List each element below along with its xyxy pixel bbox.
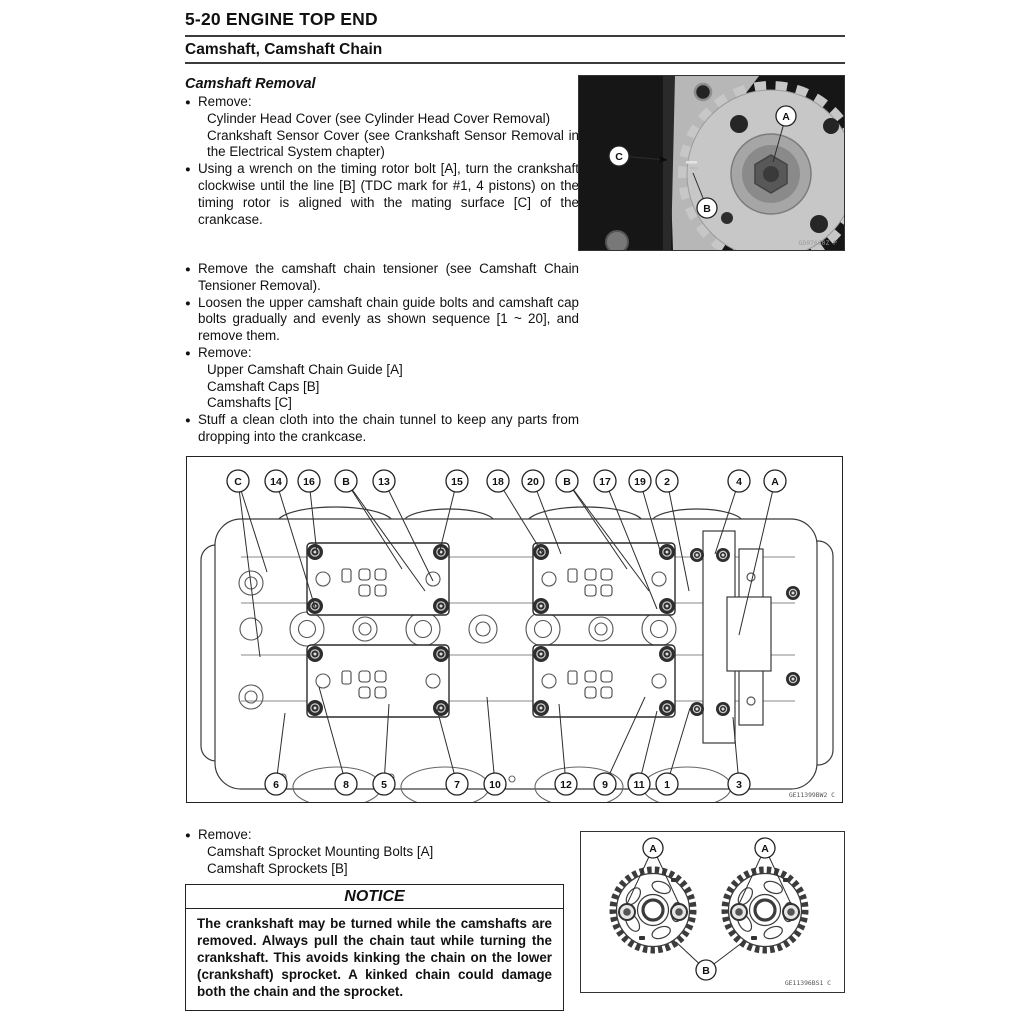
procedure-step xyxy=(185,261,579,295)
timing-rotor-photo-svg xyxy=(578,75,845,251)
svg-text:A: A xyxy=(761,842,769,855)
svg-text:A: A xyxy=(771,475,779,488)
svg-text:4: 4 xyxy=(736,475,742,488)
lower-bolt xyxy=(606,231,628,251)
svg-text:13: 13 xyxy=(378,475,390,488)
photo-figure-code: GD07660Z P xyxy=(798,239,837,247)
svg-text:1: 1 xyxy=(664,778,670,791)
svg-text:B: B xyxy=(702,964,710,977)
procedure-step-text: Camshaft Sprockets [B] xyxy=(207,860,348,876)
page-title: 5-20 ENGINE TOP END xyxy=(185,9,378,29)
notice-title: NOTICE xyxy=(186,885,563,909)
procedure-step-text: Remove: xyxy=(198,94,252,109)
cap-bolt-sequence-diagram xyxy=(186,456,843,803)
svg-text:18: 18 xyxy=(492,475,504,488)
diagram-figure-code: GE11399BW2 C xyxy=(788,791,835,799)
svg-text:C: C xyxy=(234,475,242,488)
svg-text:14: 14 xyxy=(270,475,282,488)
procedure-step xyxy=(185,379,579,396)
section-rule xyxy=(185,62,845,64)
svg-text:19: 19 xyxy=(634,475,646,488)
subsection-title: Camshaft Removal xyxy=(185,76,316,92)
svg-text:2: 2 xyxy=(664,475,670,488)
notice-body: The crankshaft may be turned while the camshafts are removed. Always pull the chain taut while turning the crankshaft. This avoids kinking the chain on the lower (crankshaft) sprocket. A kinked chain could damage both the chain and the sprocket. xyxy=(197,916,552,999)
procedure-step-text: Using a wrench on the timing rotor bolt [A], turn the crankshaft clockwise until the line [B] (TDC mark for #1, 4 pistons) on the timing rotor is aligned with the mating surface [C] of the crankcase. xyxy=(198,161,579,227)
svg-text:7: 7 xyxy=(454,778,460,791)
svg-text:15: 15 xyxy=(451,475,463,488)
procedure-step xyxy=(185,128,579,162)
procedure-step-text: Stuff a clean cloth into the chain tunnel to keep any parts from dropping into the crankcase. xyxy=(198,412,579,444)
svg-text:B: B xyxy=(563,475,571,488)
procedure-step-text: Remove: xyxy=(198,827,252,842)
sprocket xyxy=(725,870,805,950)
bullet-icon xyxy=(185,412,197,431)
procedure-step xyxy=(185,345,579,362)
procedure-step xyxy=(185,827,579,844)
procedure-step xyxy=(185,844,579,861)
procedure-step-text: Camshafts [C] xyxy=(207,395,292,411)
sprocket-diagram xyxy=(580,831,845,993)
sprocket xyxy=(613,870,693,950)
sprocket-figure-code: GE11396BS1 C xyxy=(784,979,831,987)
camshaft-sprockets xyxy=(613,870,805,950)
bullet-icon xyxy=(185,295,197,314)
cover-bolt-hole xyxy=(695,84,711,100)
procedure-step-text: Remove: xyxy=(198,344,252,360)
procedure-step xyxy=(185,412,579,446)
bullet-icon xyxy=(185,261,197,280)
cap-bolt-diagram-svg xyxy=(186,456,843,803)
svg-text:A: A xyxy=(649,842,657,855)
procedure-step xyxy=(185,362,579,379)
procedure-step-text: Camshaft Caps [B] xyxy=(207,378,320,394)
notice-box xyxy=(185,884,564,1011)
procedure-step-text: Camshaft Sprocket Mounting Bolts [A] xyxy=(207,843,434,859)
timing-rotor-photo xyxy=(578,75,845,251)
svg-text:16: 16 xyxy=(303,475,315,488)
procedure-step xyxy=(185,395,579,412)
sprocket-diagram-svg xyxy=(580,831,845,993)
procedure-step-text: Crankshaft Sensor Cover (see Crankshaft Sensor Removal in the Electrical System chapter) xyxy=(207,127,579,160)
svg-text:17: 17 xyxy=(599,475,611,488)
svg-text:B: B xyxy=(342,475,350,488)
procedure-step-text: Upper Camshaft Chain Guide [A] xyxy=(207,361,403,377)
procedure-step-text: Remove the camshaft chain tensioner (see Camshaft Chain Tensioner Removal). xyxy=(198,261,579,293)
svg-text:20: 20 xyxy=(527,475,539,488)
svg-text:B: B xyxy=(703,202,711,215)
procedure-step xyxy=(185,295,579,345)
header-rule xyxy=(185,35,845,37)
procedure-steps-top xyxy=(185,94,579,228)
svg-text:11: 11 xyxy=(633,778,645,791)
procedure-steps-bottom xyxy=(185,827,579,877)
bullet-icon xyxy=(185,161,197,180)
svg-text:8: 8 xyxy=(343,778,349,791)
procedure-step-text: Loosen the upper camshaft chain guide bolts and camshaft cap bolts gradually and evenly as shown sequence [1 ~ 20], and remove them. xyxy=(198,294,579,344)
procedure-step xyxy=(185,111,579,128)
procedure-step xyxy=(185,161,579,228)
svg-text:12: 12 xyxy=(560,778,572,791)
procedure-step xyxy=(185,94,579,111)
svg-text:A: A xyxy=(782,110,790,123)
section-title: Camshaft, Camshaft Chain xyxy=(185,41,383,58)
svg-text:10: 10 xyxy=(489,778,501,791)
svg-text:9: 9 xyxy=(602,778,608,791)
procedure-steps-mid xyxy=(185,261,579,446)
callout-B xyxy=(676,942,743,980)
procedure-step-text: Cylinder Head Cover (see Cylinder Head Cover Removal) xyxy=(207,110,551,126)
rotor-bolt-hub xyxy=(731,134,811,214)
svg-text:3: 3 xyxy=(736,778,742,791)
svg-text:6: 6 xyxy=(273,778,279,791)
procedure-step xyxy=(185,861,579,878)
svg-text:5: 5 xyxy=(381,778,387,791)
svg-text:C: C xyxy=(615,150,623,163)
